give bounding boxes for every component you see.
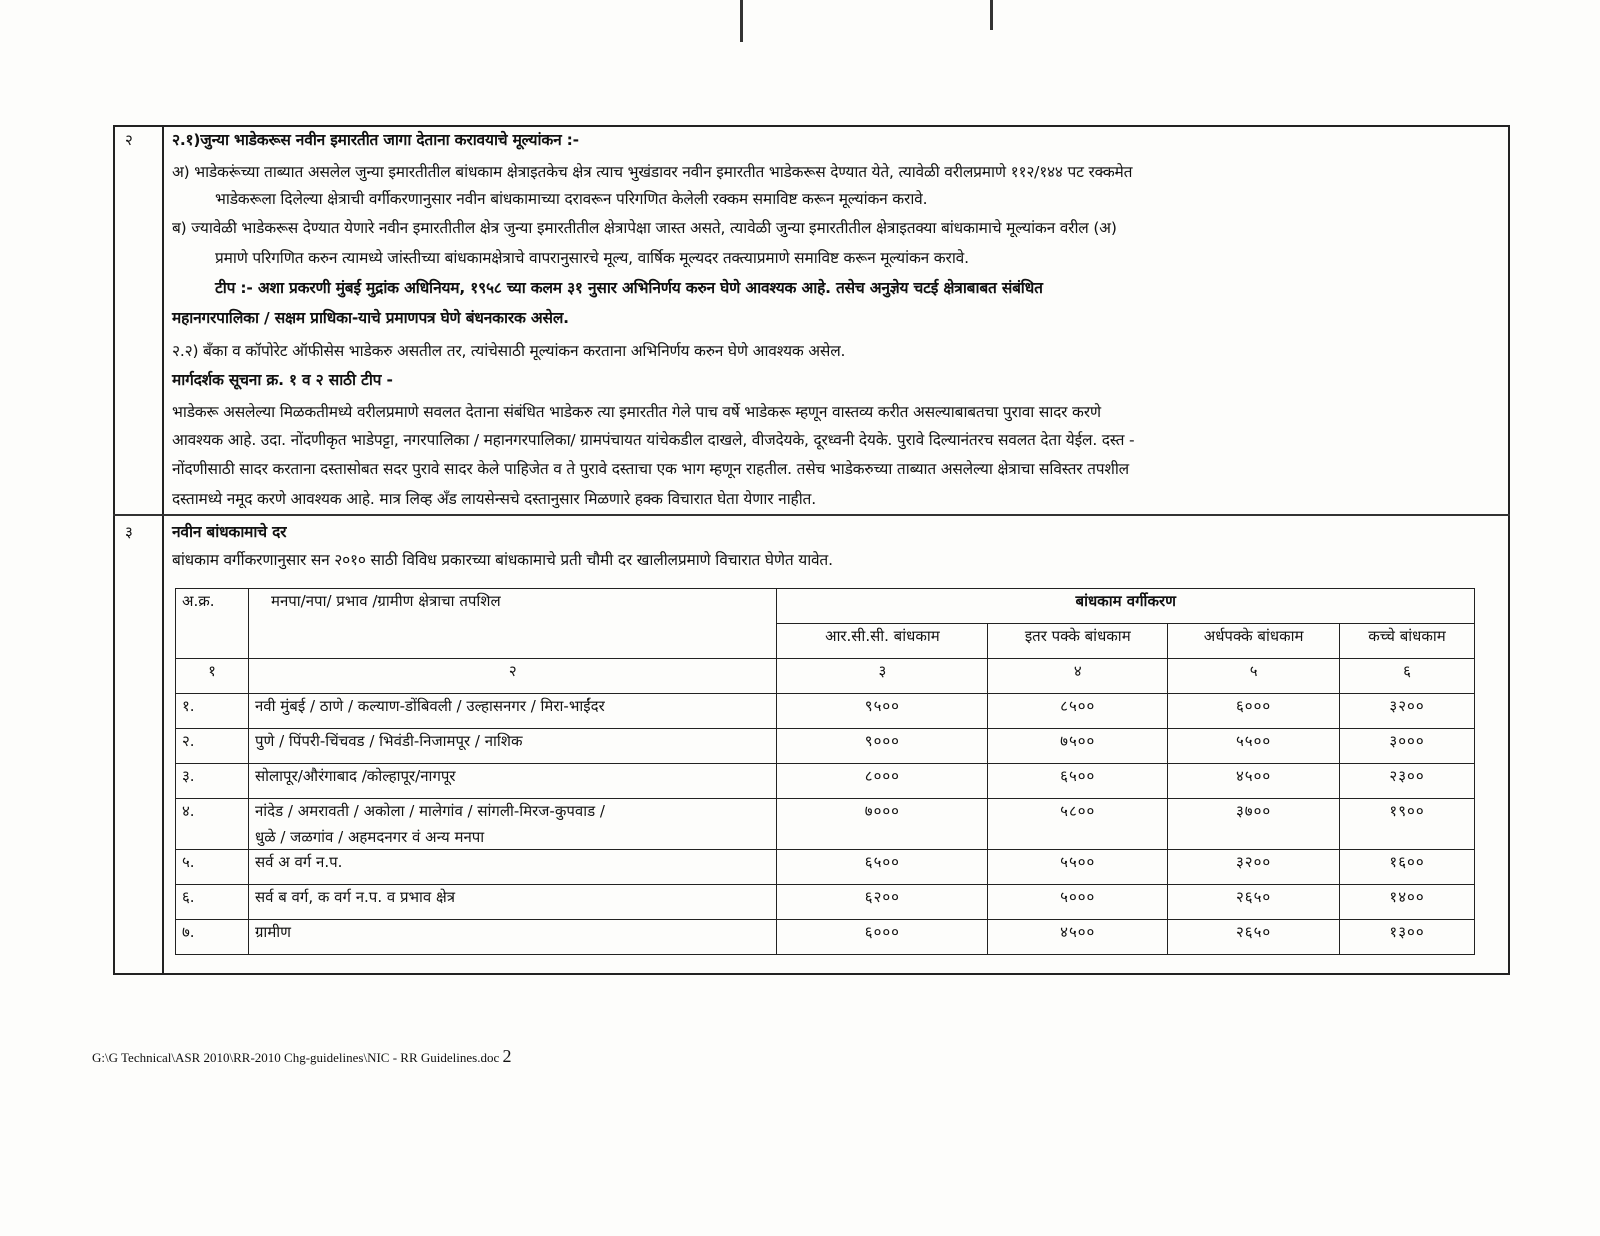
section-number: ३ [125, 523, 133, 541]
scan-mark [740, 0, 743, 42]
index-row [176, 659, 1475, 694]
header-group: बांधकाम वर्गीकरण [777, 589, 1475, 624]
file-path: G:\G Technical\ASR 2010\RR-2010 Chg-guidelines\NIC - RR Guidelines.doc [92, 1050, 500, 1065]
table-row [176, 799, 1475, 850]
paragraph-line: प्रमाणे परिगणित करुन त्यामध्ये जांस्तीच्या बांधकामक्षेत्राचे वापरानुसारचे मूल्य, वार्षिक मूल्यदर तक्त्याप्रमाणे समाविष्ट करून मूल्यांकन करावे. [215, 249, 969, 267]
rate-cell: १३०० [1340, 920, 1475, 955]
area-cell [248, 764, 777, 799]
area-line: सर्व अ वर्ग न.प. [254, 853, 343, 871]
paragraph-line: अ) भाडेकरूंच्या ताब्यात असलेल जुन्या इमारतीतील बांधकाम क्षेत्राइतकेच क्षेत्र त्याच भुखंडावर नवीन इमारतीत भाडेकरूस देण्यात येते, त्यावेळी वरीलप्रमाणे ११२/१४४ पट रक्कमेत [172, 163, 1133, 181]
rate-cell: ५००० [988, 885, 1168, 920]
area-line: सर्व ब वर्ग, क वर्ग न.प. व प्रभाव क्षेत्र [254, 888, 456, 906]
sr-cell: २. [176, 729, 249, 764]
rate-cell: ३७०० [1168, 799, 1340, 850]
column-divider [162, 125, 164, 975]
table-row [176, 850, 1475, 885]
rate-cell: २६५० [1168, 885, 1340, 920]
header-rcc: आर.सी.सी. बांधकाम [777, 624, 988, 659]
index-cell: १ [176, 659, 249, 694]
area-line: सोलापूर/औरंगाबाद /कोल्हापूर/नागपूर [254, 767, 456, 785]
paragraph-line: नोंदणीसाठी सादर करताना दस्तासोबत सदर पुरावे सादर केले पाहिजेत व ते पुरावे दस्ताचा एक भाग म्हणून राहतील. तसेच भाडेकरुच्या ताब्यात असलेल्या क्षेत्राचा सविस्तर तपशील [172, 460, 1129, 478]
paragraph-line: भाडेकरू असलेल्या मिळकतीमध्ये वरीलप्रमाणे सवलत देताना संबंधित भाडेकरु त्या इमारतीत गेले पाच वर्षे भाडेकरू म्हणून वास्तव्य करीत असल्याबाबतचा पुरावा सादर करणे [172, 403, 1101, 421]
table-row [176, 694, 1475, 729]
header-kutcha: कच्चे बांधकाम [1340, 624, 1475, 659]
section-title: नवीन बांधकामाचे दर [172, 523, 287, 541]
note-line: महानगरपालिका / सक्षम प्राधिका-याचे प्रमाणपत्र घेणे बंधनकारक असेल. [172, 309, 569, 327]
section-intro: बांधकाम वर्गीकरणानुसार सन २०१० साठी विविध प्रकारच्या बांधकामाचे प्रती चौमी दर खालीलप्रमाणे विचारात घेणेत यावेत. [172, 551, 833, 569]
rate-cell: ६२०० [777, 885, 988, 920]
rate-cell: ९००० [777, 729, 988, 764]
rate-cell: १४०० [1340, 885, 1475, 920]
area-line: नांदेड / अमरावती / अकोला / मालेगांव / सांगली-मिरज-कुपवाड / [254, 802, 605, 820]
sr-cell: ५. [176, 850, 249, 885]
rate-cell: ४५०० [1168, 764, 1340, 799]
index-cell: ४ [988, 659, 1168, 694]
paragraph-line: ब) ज्यावेळी भाडेकरूस देण्यात येणारे नवीन इमारतीतील क्षेत्र जुन्या इमारतीतील क्षेत्रापेक्षा जास्त असते, त्यावेळी जुन्या इमारतीतील क्षेत्राइतक्या बांधकामाचे मूल्यांकन वरील (अ) [172, 219, 1117, 237]
rate-cell: ५५०० [1168, 729, 1340, 764]
rate-cell: ३२०० [1168, 850, 1340, 885]
sr-cell: ६. [176, 885, 249, 920]
rate-cell: २६५० [1168, 920, 1340, 955]
index-cell: ५ [1168, 659, 1340, 694]
area-cell [248, 729, 777, 764]
area-line: पुणे / पिंपरी-चिंचवड / भिवंडी-निजामपूर / नाशिक [254, 732, 523, 750]
paragraph-line: २.२) बँका व कॉपोरेट ऑफीसेस भाडेकरु असतील तर, त्यांचेसाठी मूल्यांकन करताना अभिनिर्णय करुन घेणे आवश्यक असेल. [172, 342, 846, 360]
rate-cell: ३००० [1340, 729, 1475, 764]
rate-cell: ६००० [777, 920, 988, 955]
table-row [176, 920, 1475, 955]
table-row [176, 729, 1475, 764]
rate-cell: ६५०० [777, 850, 988, 885]
sr-cell: ३. [176, 764, 249, 799]
footer [92, 1046, 511, 1067]
scan-mark [990, 0, 993, 30]
rate-cell: १९०० [1340, 799, 1475, 850]
index-cell: २ [248, 659, 777, 694]
area-cell [248, 920, 777, 955]
header-sr: अ.क्र. [176, 589, 249, 659]
area-cell [248, 799, 777, 850]
section-number: २ [125, 131, 133, 149]
paragraph-line: दस्तामध्ये नमूद करणे आवश्यक आहे. मात्र लिव्ह अँड लायसेन्सचे दस्तानुसार मिळणारे हक्क विचारात घेता येणार नाहीत. [172, 490, 816, 508]
area-line: ग्रामीण [254, 923, 292, 941]
rate-cell: ५५०० [988, 850, 1168, 885]
area-cell [248, 850, 777, 885]
note-line: टीप :- अशा प्रकरणी मुंबई मुद्रांक अधिनियम, १९५८ च्या कलम ३१ नुसार अभिनिर्णय करुन घेणे आवश्यक आहे. तसेच अनुज्ञेय चटई क्षेत्राबाबत संबंधित [215, 279, 1043, 297]
rate-cell: १६०० [1340, 850, 1475, 885]
header-area: मनपा/नपा/ प्रभाव /ग्रामीण क्षेत्राचा तपशिल [248, 589, 777, 659]
index-cell: ३ [777, 659, 988, 694]
rate-cell: ६५०० [988, 764, 1168, 799]
rate-cell: ८५०० [988, 694, 1168, 729]
sr-cell: ७. [176, 920, 249, 955]
area-cell [248, 885, 777, 920]
table-row [176, 885, 1475, 920]
area-line: नवी मुंबई / ठाणे / कल्याण-डोंबिवली / उल्हासनगर / मिरा-भाईंदर [254, 697, 605, 715]
sr-cell: ४. [176, 799, 249, 850]
rate-cell: ७००० [777, 799, 988, 850]
rate-cell: २३०० [1340, 764, 1475, 799]
rate-cell: ६००० [1168, 694, 1340, 729]
row-divider [113, 514, 1510, 516]
rate-cell: ७५०० [988, 729, 1168, 764]
subsection-heading: मार्गदर्शक सूचना क्र. १ व २ साठी टीप - [172, 371, 393, 389]
area-cell [248, 694, 777, 729]
rate-cell: ८००० [777, 764, 988, 799]
area-line: धुळे / जळगांव / अहमदनगर वं अन्य मनपा [254, 828, 485, 846]
rate-cell: ९५०० [777, 694, 988, 729]
rate-cell: ३२०० [1340, 694, 1475, 729]
subsection-heading: २.१)जुन्या भाडेकरूस नवीन इमारतीत जागा देताना करावयाचे मूल्यांकन :- [172, 131, 579, 149]
rate-cell: ४५०० [988, 920, 1168, 955]
header-semi-pucca: अर्धपक्के बांधकाम [1168, 624, 1340, 659]
index-cell: ६ [1340, 659, 1475, 694]
paragraph-line: आवश्यक आहे. उदा. नोंदणीकृत भाडेपट्टा, नगरपालिका / महानगरपालिका/ ग्रामपंचायत यांचेकडील दाखले, वीजदेयके, दूरध्वनी देयके. पुरावे दिल्यानंतरच सवलत देता येईल. दस्त - [172, 431, 1135, 449]
header-other-pucca: इतर पक्के बांधकाम [988, 624, 1168, 659]
rate-cell: ५८०० [988, 799, 1168, 850]
sr-cell: १. [176, 694, 249, 729]
construction-rates-table [175, 588, 1475, 955]
table-row [176, 764, 1475, 799]
page-number: 2 [502, 1046, 512, 1066]
paragraph-line: भाडेकरूला दिलेल्या क्षेत्राची वर्गीकरणानुसार नवीन बांधकामाच्या दरावरून परिगणित केलेली रक्कम समाविष्ट करून मूल्यांकन करावे. [215, 190, 928, 208]
